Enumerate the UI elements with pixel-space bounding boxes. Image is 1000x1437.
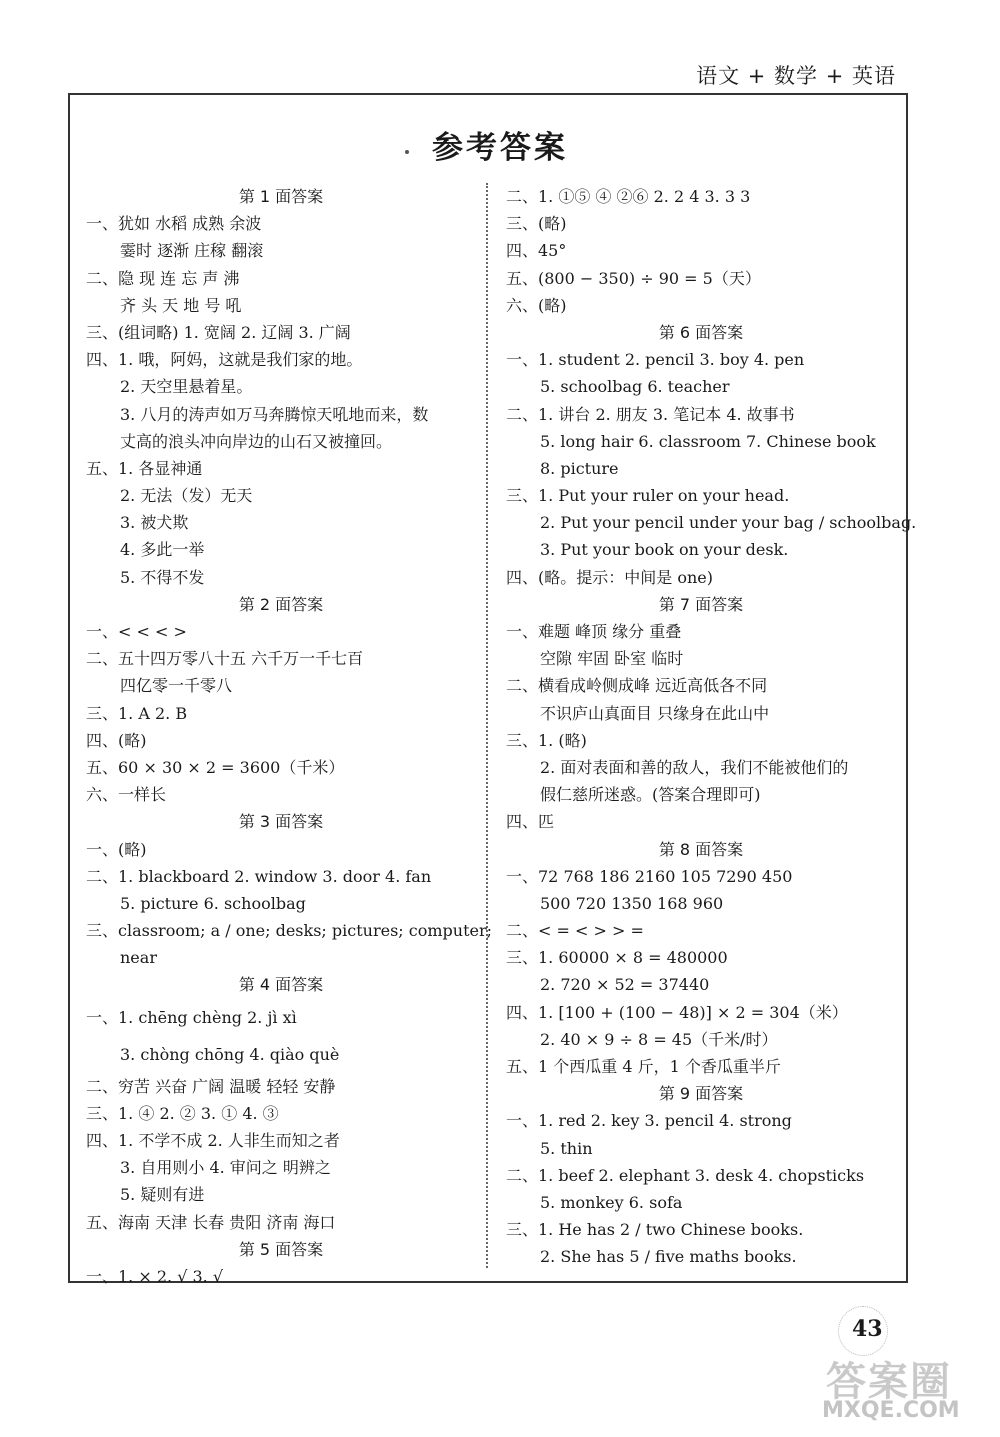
answer-line: 一、1. red 2. key 3. pencil 4. strong bbox=[506, 1111, 792, 1131]
answer-line: 三、(略) bbox=[506, 214, 567, 234]
answer-line: 2. 720 × 52 = 37440 bbox=[540, 975, 710, 995]
answer-line: 二、五十四万零八十五 六千万一千七百 bbox=[86, 649, 364, 669]
answer-line: 一、1. chēng chèng 2. jì xì bbox=[86, 1007, 297, 1027]
answer-line: near bbox=[120, 948, 157, 968]
answer-line: 三、1. A 2. B bbox=[86, 703, 188, 723]
answer-line: 四、匹 bbox=[506, 812, 555, 832]
answer-line: 不识庐山真面目 只缘身在此山中 bbox=[540, 703, 770, 723]
answer-line: 8. picture bbox=[540, 458, 619, 478]
answer-line: 三、1. 60000 × 8 = 480000 bbox=[506, 948, 728, 968]
answer-line: 二、横看成岭侧成峰 远近高低各不同 bbox=[506, 676, 768, 696]
answer-line: 四、45° bbox=[506, 241, 567, 261]
page-number: 43 bbox=[852, 1316, 883, 1342]
answer-line: 一、1. × 2. √ 3. √ bbox=[86, 1266, 224, 1286]
answer-line: 3. 八月的涛声如万马奔腾惊天吼地而来，数 bbox=[120, 404, 429, 424]
answer-line: 霎时 逐渐 庄稼 翻滚 bbox=[120, 241, 264, 261]
answer-line: 5. picture 6. schoolbag bbox=[120, 893, 306, 913]
answer-line: 2. Put your pencil under your bag / schoolbag. bbox=[540, 513, 917, 533]
answer-line: 四、1. 哦，阿妈，这就是我们家的地。 bbox=[86, 350, 363, 370]
subject-header: 语文 + 数学 + 英语 bbox=[696, 64, 896, 88]
answer-line: 4. 多此一举 bbox=[120, 540, 205, 560]
section-heading: 第 8 面答案 bbox=[658, 839, 744, 859]
section-heading: 第 1 面答案 bbox=[238, 187, 324, 206]
answer-line: 五、(800 − 350) ÷ 90 = 5（天） bbox=[506, 268, 761, 288]
answer-line: 2. 天空里悬着星。 bbox=[120, 377, 253, 397]
answer-line: 二、1. blackboard 2. window 3. door 4. fan bbox=[86, 866, 432, 886]
section-heading: 第 3 面答案 bbox=[238, 812, 324, 832]
answer-line: 3. 被犬欺 bbox=[120, 513, 189, 533]
answer-line: 空隙 牢固 卧室 临时 bbox=[540, 649, 684, 669]
answer-line: 二、1. ①⑤ ④ ②⑥ 2. 2 4 3. 3 3 bbox=[506, 187, 751, 206]
answer-line: 四亿零一千零八 bbox=[120, 676, 233, 696]
section-heading: 第 6 面答案 bbox=[658, 322, 744, 342]
answer-line: 5. long hair 6. classroom 7. Chinese book bbox=[540, 431, 876, 451]
answer-line: 三、1. Put your ruler on your head. bbox=[506, 486, 790, 506]
answer-line: 三、1. He has 2 / two Chinese books. bbox=[506, 1220, 804, 1240]
answer-line: 二、穷苦 兴奋 广阔 温暖 轻轻 安静 bbox=[86, 1076, 336, 1096]
left-column bbox=[86, 183, 493, 1290]
answer-line: 2. 40 × 9 ÷ 8 = 45（千米/时） bbox=[540, 1029, 778, 1049]
answer-line: 3. 自用则小 4. 审问之 明辨之 bbox=[120, 1158, 331, 1178]
answer-line: 一、< < < > bbox=[86, 622, 187, 641]
section-heading: 第 4 面答案 bbox=[238, 975, 324, 995]
watermark-logo: 答案圈 bbox=[826, 1359, 952, 1405]
answer-line: 六、(略) bbox=[506, 295, 567, 315]
answer-line: 3. chòng chōng 4. qiào què bbox=[120, 1044, 340, 1064]
answer-line: 三、1. (略) bbox=[506, 730, 587, 750]
answer-line: 五、60 × 30 × 2 = 3600（千米） bbox=[86, 757, 345, 777]
section-heading: 第 7 面答案 bbox=[658, 594, 744, 614]
answer-line: 五、海南 天津 长春 贵阳 济南 海口 bbox=[86, 1212, 336, 1232]
answer-line: 丈高的浪头冲向岸边的山石又被撞回。 bbox=[120, 431, 393, 451]
answer-line: 二、1. beef 2. elephant 3. desk 4. chopsticks bbox=[506, 1165, 865, 1185]
answer-line: 三、1. ④ 2. ② 3. ① 4. ③ bbox=[86, 1103, 279, 1123]
answer-line: 四、(略。提示：中间是 one) bbox=[506, 567, 713, 587]
answer-line: 三、(组词略) 1. 宽阔 2. 辽阔 3. 广阔 bbox=[86, 322, 351, 342]
answer-line: 一、犹如 水稻 成熟 余波 bbox=[86, 214, 262, 234]
answer-line: 2. She has 5 / five maths books. bbox=[540, 1247, 797, 1267]
section-heading: 第 2 面答案 bbox=[238, 594, 324, 614]
answer-line: 5. monkey 6. sofa bbox=[540, 1192, 683, 1212]
answer-line: 假仁慈所迷惑。(答案合理即可) bbox=[540, 785, 761, 805]
answer-line: 二、1. 讲台 2. 朋友 3. 笔记本 4. 故事书 bbox=[506, 404, 795, 424]
answer-line: 5. thin bbox=[540, 1138, 593, 1158]
column-divider bbox=[486, 183, 488, 1268]
answer-line: 一、72 768 186 2160 105 7290 450 bbox=[506, 866, 793, 886]
answer-line: 3. Put your book on your desk. bbox=[540, 540, 789, 560]
section-heading: 第 9 面答案 bbox=[658, 1084, 744, 1104]
answer-line: 2. 面对表面和善的敌人，我们不能被他们的 bbox=[540, 757, 849, 777]
answer-line: 齐 头 天 地 号 吼 bbox=[120, 295, 242, 315]
answer-line: 5. 不得不发 bbox=[120, 567, 205, 587]
answer-line: 5. 疑则有进 bbox=[120, 1185, 205, 1205]
answer-line: 5. schoolbag 6. teacher bbox=[540, 377, 730, 397]
answer-line: 2. 无法（发）无天 bbox=[120, 486, 253, 506]
answer-line: 500 720 1350 168 960 bbox=[540, 893, 724, 913]
answer-line: 四、(略) bbox=[86, 730, 147, 750]
section-heading: 第 5 面答案 bbox=[238, 1239, 324, 1259]
answer-line: 一、难题 峰顶 缘分 重叠 bbox=[506, 622, 682, 641]
answer-line: 三、classroom; a / one; desks; pictures; computer; bbox=[86, 921, 493, 941]
answer-line: 五、1. 各显神通 bbox=[86, 458, 203, 478]
watermark-url: MXQE.COM bbox=[822, 1398, 960, 1423]
answer-line: 五、1 个西瓜重 4 斤，1 个香瓜重半斤 bbox=[506, 1057, 781, 1076]
page-title: 参考答案 bbox=[432, 130, 568, 166]
right-column bbox=[506, 183, 917, 1271]
answer-line: 四、1. [100 + (100 − 48)] × 2 = 304（米） bbox=[506, 1002, 848, 1022]
answer-line: 六、一样长 bbox=[86, 785, 167, 805]
answer-line: 四、1. 不学不成 2. 人非生而知之者 bbox=[86, 1131, 340, 1150]
answer-line: 一、(略) bbox=[86, 839, 147, 859]
answer-line: 二、< = < > > = bbox=[506, 921, 644, 941]
answer-line: 二、隐 现 连 忘 声 沸 bbox=[86, 268, 240, 288]
answer-line: 一、1. student 2. pencil 3. boy 4. pen bbox=[506, 350, 805, 370]
